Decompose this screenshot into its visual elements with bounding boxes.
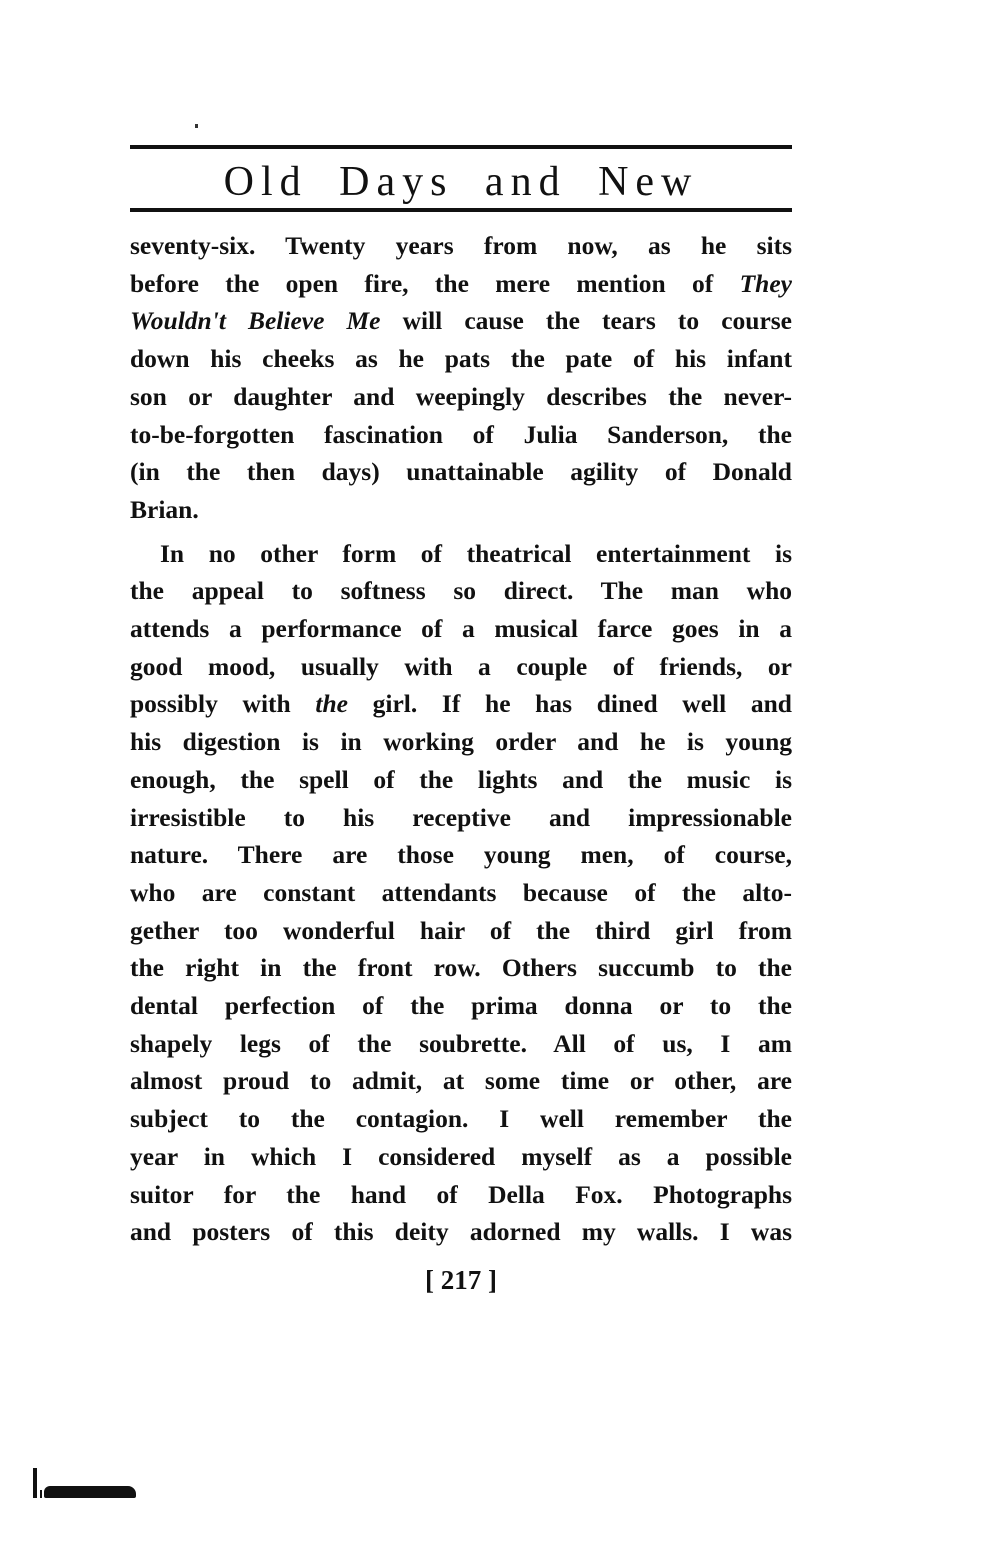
paragraph-2: [130, 535, 792, 1251]
scan-mark-blob: [44, 1486, 136, 1498]
text-span: before the open fire, the mere mention of: [130, 268, 740, 298]
text-line: and posters of this deity adorned my walls. I was: [130, 1217, 792, 1247]
ink-speck: [195, 124, 198, 128]
text-line: the appeal to softness so direct. The man who: [130, 576, 792, 606]
text-line: his digestion is in working order and he is young: [130, 727, 792, 757]
text-line: irresistible to his receptive and impressionable: [130, 802, 792, 832]
body-text: [130, 227, 792, 1251]
text-line: [130, 265, 792, 303]
text-line: dental perfection of the prima donna or to the: [130, 991, 792, 1021]
text-line: to-be-forgotten fascination of Julia Sanderson, the: [130, 419, 792, 449]
text-line: nature. There are those young men, of course,: [130, 840, 792, 870]
paragraph-1: [130, 227, 792, 529]
text-line: down his cheeks as he pats the pate of his infant: [130, 344, 792, 374]
text-line: Brian.: [130, 494, 199, 524]
scan-mark-bar: [33, 1468, 37, 1498]
text-line: (in the then days) unattainable agility of Donald: [130, 457, 792, 487]
text-line: attends a performance of a musical farce goes in a: [130, 614, 792, 644]
text-line: shapely legs of the soubrette. All of us, I am: [130, 1028, 792, 1058]
header-rule-top: [130, 145, 792, 149]
italic-title: Wouldn't Believe Me: [130, 306, 381, 336]
text-line: gether too wonderful hair of the third girl from: [130, 915, 792, 945]
text-line: who are constant attendants because of the alto-: [130, 877, 792, 907]
text-line: son or daughter and weepingly describes the never-: [130, 381, 792, 411]
text-line: suitor for the hand of Della Fox. Photographs: [130, 1179, 792, 1209]
text-span: possibly with: [130, 689, 316, 719]
text-span: girl. If he has dined well and: [347, 689, 792, 719]
text-line: [130, 685, 792, 723]
text-line: subject to the contagion. I well remember the: [130, 1104, 792, 1134]
text-line: the right in the front row. Others succumb to the: [130, 953, 792, 983]
text-line: almost proud to admit, at some time or other, are: [130, 1066, 792, 1096]
text-span: will cause the tears to course: [380, 306, 793, 336]
text-line: In no other form of theatrical entertainment is: [160, 538, 792, 568]
italic-title: They: [739, 268, 792, 298]
text-line: good mood, usually with a couple of friends, or: [130, 651, 792, 681]
text-line: [130, 302, 792, 340]
header-rule-bottom: [130, 208, 792, 212]
italic-word: the: [315, 689, 348, 719]
running-head: Old Days and New: [223, 159, 699, 205]
text-line: enough, the spell of the lights and the music is: [130, 764, 792, 794]
page-number: [ 217 ]: [425, 1265, 497, 1295]
text-line: seventy-six. Twenty years from now, as he sits: [130, 231, 792, 260]
text-line: year in which I considered myself as a possible: [130, 1141, 792, 1171]
scan-mark-tick: [40, 1490, 42, 1498]
